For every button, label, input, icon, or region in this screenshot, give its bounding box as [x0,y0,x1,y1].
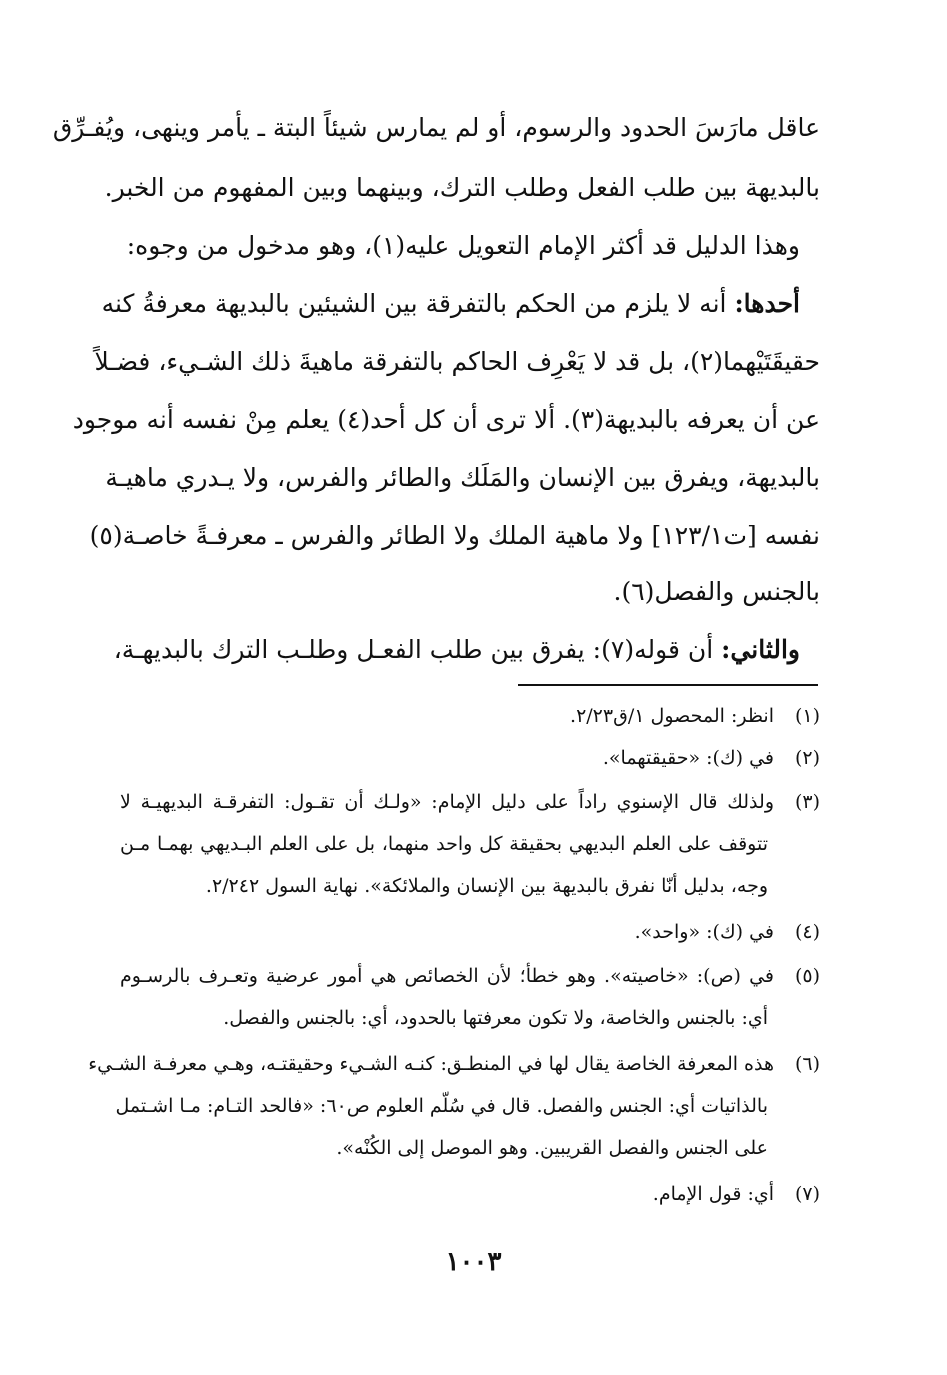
body-line-9: بالجنس والفصل(٦). [613,577,820,606]
lead-second: والثاني: [721,635,800,664]
body-line-5: حقيقَتَيْهما(٢)، بل قد لا يَعْرِف الحاكم بالتفرقة ماهيةَ ذلك الشـيء، فضـلاً [94,347,820,376]
lead-first: أحدها: [734,289,800,318]
footnote-1: (١)انظر: المحصول ١/ق٢/٢٣. [120,696,820,736]
body-line-8: نفسه [ت١٢٣/١] ولا ماهية الملك ولا الطائر والفرس ـ معرفـةً خاصـة(٥) [89,521,820,550]
body-line-2: بالبديهة بين طلب الفعل وطلب الترك، وبينهما وبين المفهوم من الخبر. [104,173,820,202]
main-text [52,98,820,698]
body-line-7: بالبديهة، ويفرق بين الإنسان والمَلَك والطائر والفرس، ولا يـدري ماهيـة [105,463,820,492]
footnote-separator [518,684,818,686]
footnote-2: (٢)في (ك): «حقيقتهما». [120,738,820,778]
body-line-1: عاقل مارَسَ الحدود والرسوم، أو لم يمارس شيئاً البتة ـ يأمر وينهى، ويُفـرِّق [52,113,820,142]
footnote-number: (١) [794,705,820,727]
footnote-6-line-2: بالذاتيات أي: الجنس والفصل. قال في سُلّم العلوم ص٦٠: «فالحد التـام: مـا اشـتمل [115,1095,768,1117]
footnote-3-line-2: تتوقف على العلم البديهي بحقيقة كل واحد منهما، بل على العلم البـديهي بهمـا مـن [120,833,768,855]
footnote-5-line-2: أي: بالجنس والخاصة، ولا تكون معرفتها بالحدود، أي: بالجنس والفصل. [223,1007,768,1029]
footnote-number: (٥) [794,965,820,987]
footnote-number: (٣) [794,791,820,813]
body-line-10: والثاني: أن قوله(٧): يفرق بين طلب الفعـل وطلـب الترك بالبديهـة، [113,635,800,664]
body-line-4: أحدها: أنه لا يلزم من الحكم بالتفرقة بين الشيئين بالبديهة معرفةُ كنه [101,289,800,318]
footnote-number: (٢) [794,747,820,769]
footnote-6-line-1: (٦)هذه المعرفة الخاصة يقال لها في المنطـق: كنـه الشـيء وحقيقتـه، وهـي معرفـة الشـيء [120,1044,820,1084]
footnote-number: (٤) [794,921,820,943]
footnote-number: (٦) [794,1053,820,1075]
footnotes [88,696,820,1236]
body-line-6: عن أن يعرفه بالبديهة(٣). ألا ترى أن كل أحد(٤) يعلم مِنْ نفسه أنه موجود [72,405,820,434]
footnote-4: (٤)في (ك): «واحد». [120,912,820,952]
page-number: ١٠٠٣ [445,1247,502,1277]
footnote-6-line-3: على الجنس والفصل القريبين. وهو الموصل إلى الكُنْه». [336,1137,768,1159]
footnote-3-line-1: (٣)ولذلك قال الإسنوي راداً على دليل الإمام: «ولـك أن تقـول: التفرقـة البديهيـة لا [120,782,820,822]
footnote-7: (٧)أي: قول الإمام. [120,1174,820,1214]
footnote-5-line-1: (٥)في (ص): «خاصيته». وهو خطأ؛ لأن الخصائص هي أمور عرضية وتعـرف بالرسـوم [120,956,820,996]
footnote-3-line-3: وجه، بدليل أنّا نفرق بالبديهة بين الإنسان والملائكة». نهاية السول ٢/٢٤٢. [205,875,768,897]
body-line-3: وهذا الدليل قد أكثر الإمام التعويل عليه(١)، وهو مدخول من وجوه: [126,231,800,260]
footnote-number: (٧) [794,1183,820,1205]
